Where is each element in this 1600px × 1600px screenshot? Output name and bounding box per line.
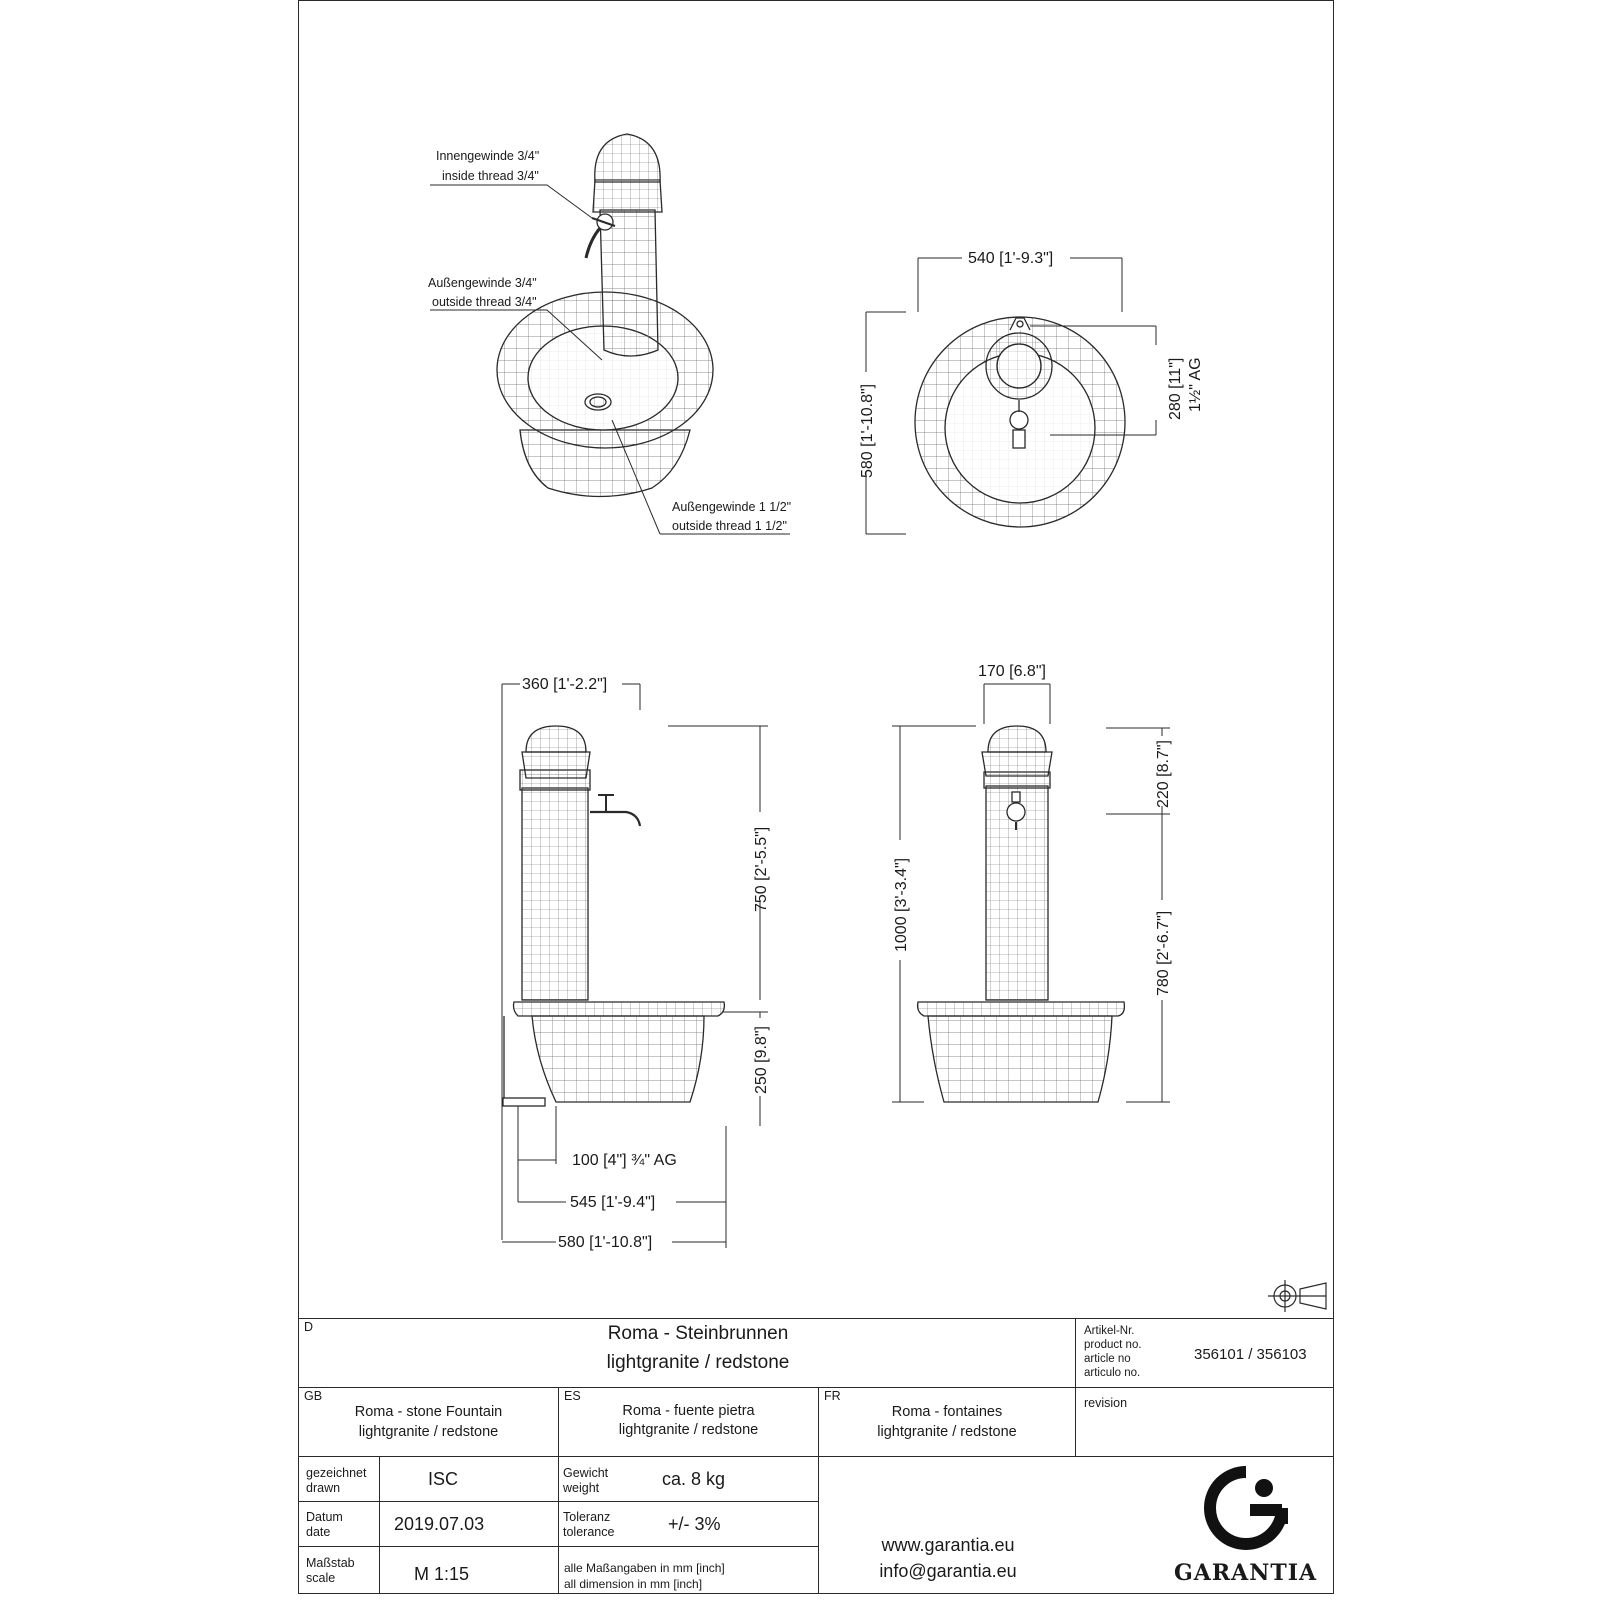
email-link[interactable]: info@garantia.eu <box>879 1561 1017 1581</box>
inside-thread-label-de: Innengewinde 3/4" <box>436 149 540 163</box>
date-value: 2019.07.03 <box>394 1514 485 1534</box>
weight-label <box>563 1466 608 1496</box>
dim-top-tap-offset: 280 [11"] <box>1167 357 1184 420</box>
dim-front-column-width: 170 [6.8"] <box>978 663 1046 680</box>
article-label-en: product no. <box>1084 1339 1142 1351</box>
dim-side-tap-height: 750 [2'-5.5"] <box>753 826 770 912</box>
scale-label-en: scale <box>306 1571 336 1585</box>
side-view <box>503 726 724 1106</box>
projection-method-icon <box>1268 1280 1326 1312</box>
outside-thread-34-label-de: Außengewinde 3/4" <box>428 276 537 290</box>
dim-side-basin-height: 250 [9.8"] <box>753 1026 770 1094</box>
garantia-logo-icon <box>1196 1460 1296 1560</box>
weight-value: ca. 8 kg <box>662 1469 726 1489</box>
drawn-label-de: gezeichnet <box>306 1466 367 1480</box>
tolerance-label-de: Toleranz <box>563 1510 611 1524</box>
title-fr-line1: Roma - fontaines <box>891 1404 1003 1420</box>
dim-side-column-width: 360 [1'-2.2"] <box>522 676 608 693</box>
title-gb-line2: lightgranite / redstone <box>358 1424 499 1440</box>
weight-label-de: Gewicht <box>563 1466 609 1480</box>
article-labels <box>1084 1324 1142 1380</box>
dim-top-width: 540 [1'-9.3"] <box>968 250 1054 267</box>
lang-code-d: D <box>304 1320 314 1334</box>
scale-label <box>306 1556 355 1586</box>
title-de-line1: Roma - Steinbrunnen <box>607 1323 789 1344</box>
drawn-value: ISC <box>428 1469 459 1489</box>
dim-top-drain-thread: 1½" AG <box>1187 357 1204 412</box>
article-label-en2: article no <box>1084 1353 1131 1365</box>
outside-thread-34-label-en: outside thread 3/4" <box>432 295 537 309</box>
revision-label: revision <box>1084 1396 1128 1410</box>
dim-side-total-depth: 580 [1'-10.8"] <box>558 1234 653 1251</box>
scale-value: M 1:15 <box>414 1564 470 1584</box>
dim-side-base-depth: 545 [1'-9.4"] <box>570 1194 656 1211</box>
website-link[interactable]: www.garantia.eu <box>881 1535 1015 1555</box>
isometric-view <box>497 134 713 497</box>
dim-top-depth: 580 [1'-10.8"] <box>859 383 876 478</box>
weight-label-en: weight <box>563 1481 600 1495</box>
lang-code-fr: FR <box>824 1389 841 1403</box>
article-number: 356101 / 356103 <box>1194 1346 1307 1363</box>
drawn-label <box>306 1466 366 1496</box>
date-label-en: date <box>306 1525 331 1539</box>
outside-thread-112-label-de: Außengewinde 1 1/2" <box>672 500 792 514</box>
tolerance-label <box>563 1510 614 1540</box>
brand-name: GARANTIA <box>1174 1560 1318 1586</box>
article-label-de: Artikel-Nr. <box>1084 1325 1135 1337</box>
tolerance-value: +/- 3% <box>668 1514 721 1534</box>
label-divider <box>379 1456 380 1594</box>
title-es-line1: Roma - fuente pietra <box>622 1403 755 1419</box>
title-gb-line1: Roma - stone Fountain <box>354 1404 503 1420</box>
front-view <box>918 726 1125 1102</box>
date-label-de: Datum <box>306 1510 343 1524</box>
outside-thread-112-label-en: outside thread 1 1/2" <box>672 519 787 533</box>
date-label <box>306 1510 343 1540</box>
title-fr-line2: lightgranite / redstone <box>877 1424 1017 1440</box>
article-label-es: articulo no. <box>1084 1367 1141 1379</box>
tolerance-label-en: tolerance <box>563 1525 615 1539</box>
units-note-de: alle Maßangaben in mm [inch] <box>564 1561 725 1575</box>
dim-side-tap-offset: 100 [4"] ¾" AG <box>572 1152 677 1169</box>
title-de-line2: lightgranite / redstone <box>606 1352 790 1373</box>
title-es-line2: lightgranite / redstone <box>618 1422 759 1438</box>
lang-code-es: ES <box>564 1389 581 1403</box>
units-note-en: all dimension in mm [inch] <box>564 1577 703 1591</box>
scale-label-de: Maßstab <box>306 1556 355 1570</box>
inside-thread-label-en: inside thread 3/4" <box>442 169 539 183</box>
drawn-label-en: drawn <box>306 1481 341 1495</box>
top-view <box>915 317 1125 527</box>
dim-front-head-height: 220 [8.7"] <box>1155 740 1172 808</box>
dim-front-total-height: 1000 [3'-3.4"] <box>893 857 910 952</box>
units-note <box>564 1560 725 1592</box>
lang-code-gb: GB <box>304 1389 323 1403</box>
dim-front-body-height: 780 [2'-6.7"] <box>1155 910 1172 996</box>
